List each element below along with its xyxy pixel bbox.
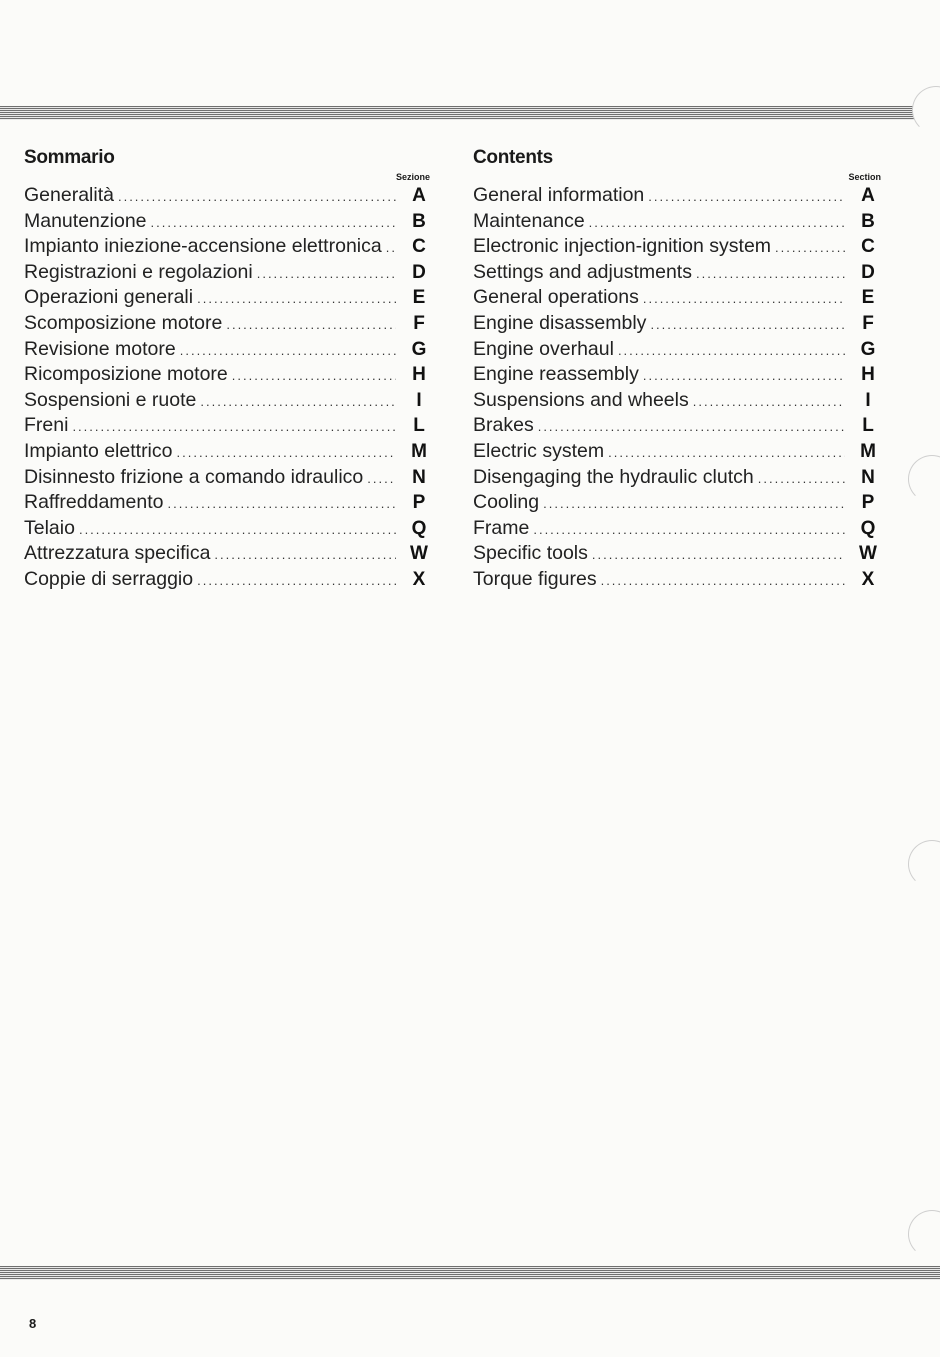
toc-entry-section-code: W — [859, 543, 877, 565]
leader-dots — [177, 440, 397, 466]
toc-entry-section-code: H — [412, 364, 426, 386]
toc-entry-label: Disinnesto frizione a comando idraulico — [24, 465, 364, 488]
toc-entry[interactable] — [24, 413, 436, 439]
leader-dots — [79, 517, 396, 543]
leader-dots — [232, 363, 396, 389]
toc-entry-label: Electric system — [473, 439, 605, 462]
toc-entry[interactable] — [24, 516, 436, 542]
leader-dots — [386, 235, 396, 261]
toc-entry-label: Engine overhaul — [473, 337, 614, 360]
toc-entry-section-code: G — [411, 338, 427, 360]
toc-entry-section-code: E — [412, 287, 426, 309]
toc-entry-label: Manutenzione — [24, 209, 147, 232]
toc-entry-section-code: M — [860, 440, 876, 462]
toc-entry-label: Raffreddamento — [24, 491, 164, 514]
toc-entry-label: Scomposizione motore — [24, 311, 223, 334]
leader-dots — [151, 210, 396, 236]
toc-entry-label: Freni — [24, 414, 69, 437]
leader-dots — [775, 235, 845, 261]
toc-entry-section-code: D — [412, 261, 426, 283]
leader-dots — [226, 312, 396, 338]
leader-dots — [696, 261, 845, 287]
leader-dots — [214, 542, 396, 568]
toc-entry-label: Frame — [473, 516, 530, 539]
leader-dots — [758, 466, 845, 492]
toc-entry[interactable] — [473, 362, 885, 388]
leader-dots — [533, 517, 845, 543]
toc-entry-label: Generalità — [24, 184, 114, 206]
toc-entry-section-code: Q — [860, 517, 876, 539]
toc-entry-label: Brakes — [473, 414, 534, 437]
toc-entry[interactable] — [473, 234, 885, 260]
toc-entry-section-code: A — [412, 185, 426, 206]
toc-entry[interactable] — [24, 260, 436, 286]
binder-hole — [912, 86, 940, 134]
leader-dots — [643, 286, 845, 312]
leader-dots — [118, 184, 396, 210]
toc-entry-section-code: N — [412, 466, 426, 488]
toc-entry-section-code: I — [416, 389, 422, 411]
leader-dots — [197, 286, 396, 312]
toc-entry-label: Cooling — [473, 491, 540, 514]
toc-entry-label: Telaio — [24, 516, 75, 539]
leader-dots — [367, 466, 396, 492]
toc-entry-label: General information — [473, 184, 645, 206]
toc-entry[interactable] — [24, 234, 436, 260]
toc-entry-section-code: X — [861, 568, 875, 590]
leader-dots — [543, 491, 845, 517]
top-rule — [0, 106, 940, 120]
toc-entry-label: General operations — [473, 286, 639, 309]
toc-entry[interactable] — [24, 337, 436, 363]
toc-entry-label: Attrezzatura specifica — [24, 542, 211, 565]
toc-entry-section-code: N — [861, 466, 875, 488]
toc-entry-section-code: F — [862, 312, 874, 334]
italian-toc-heading: Sommario — [24, 147, 115, 168]
toc-entry[interactable] — [473, 516, 885, 542]
toc-entry[interactable] — [473, 439, 885, 465]
toc-entry-section-code: C — [412, 236, 426, 258]
leader-dots — [72, 414, 396, 440]
leader-dots — [643, 363, 845, 389]
toc-entry-section-code: B — [861, 210, 875, 232]
leader-dots — [589, 210, 845, 236]
leader-dots — [197, 568, 396, 594]
toc-entry-label: Specific tools — [473, 542, 588, 565]
toc-entry-label: Settings and adjustments — [473, 260, 692, 283]
leader-dots — [200, 389, 396, 415]
toc-entry-section-code: P — [861, 492, 875, 514]
leader-dots — [650, 312, 845, 338]
toc-entry-section-code: A — [861, 185, 875, 206]
toc-entry[interactable] — [473, 388, 885, 414]
toc-entry-label: Sospensioni e ruote — [24, 388, 197, 411]
english-toc-list — [473, 183, 885, 593]
toc-entry-section-code: M — [411, 440, 427, 462]
toc-entry[interactable] — [24, 465, 436, 491]
toc-entry[interactable] — [24, 567, 436, 593]
toc-entry-section-code: C — [861, 236, 875, 258]
toc-entry-label: Ricomposizione motore — [24, 363, 228, 386]
toc-entry-label: Maintenance — [473, 209, 585, 232]
leader-dots — [538, 414, 845, 440]
toc-entry[interactable] — [473, 209, 885, 235]
toc-entry-section-code: Q — [411, 517, 427, 539]
toc-entry-label: Engine disassembly — [473, 311, 647, 334]
page-number: 8 — [29, 1316, 37, 1331]
toc-entry[interactable] — [24, 490, 436, 516]
toc-entry-section-code: X — [412, 568, 426, 590]
toc-entry[interactable] — [473, 183, 885, 209]
toc-entry-section-code: F — [413, 312, 425, 334]
toc-entry-label: Registrazioni e regolazioni — [24, 260, 253, 283]
english-toc — [473, 145, 885, 590]
leader-dots — [608, 440, 845, 466]
toc-entry[interactable] — [24, 183, 436, 209]
toc-entry[interactable] — [24, 285, 436, 311]
english-toc-heading: Contents — [473, 147, 553, 168]
leader-dots — [648, 184, 845, 210]
toc-entry-label: Electronic injection-ignition system — [473, 235, 772, 258]
toc-entry[interactable] — [473, 311, 885, 337]
toc-entry-section-code: W — [410, 543, 428, 565]
toc-entry-label: Operazioni generali — [24, 286, 194, 309]
toc-entry-section-code: I — [865, 389, 871, 411]
toc-entry[interactable] — [24, 362, 436, 388]
leader-dots — [618, 338, 845, 364]
italian-toc — [24, 145, 436, 590]
toc-entry-label: Revisione motore — [24, 337, 176, 360]
toc-entry-label: Coppie di serraggio — [24, 567, 194, 590]
italian-toc-list — [24, 183, 436, 593]
leader-dots — [167, 491, 396, 517]
leader-dots — [601, 568, 845, 594]
toc-entry-label: Disengaging the hydraulic clutch — [473, 465, 754, 488]
toc-entry-section-code: G — [860, 338, 876, 360]
toc-entry[interactable] — [24, 541, 436, 567]
toc-entry-label: Impianto iniezione-accensione elettronica — [24, 235, 382, 258]
binder-hole — [908, 840, 940, 888]
toc-entry-label: Torque figures — [473, 567, 597, 590]
toc-entry[interactable] — [473, 567, 885, 593]
english-section-column-label: Section — [848, 172, 881, 182]
binder-hole — [908, 1210, 940, 1258]
toc-entry[interactable] — [473, 413, 885, 439]
toc-entry-section-code: E — [861, 287, 875, 309]
toc-entry-section-code: P — [412, 492, 426, 514]
toc-entry-section-code: L — [862, 415, 874, 437]
toc-entry[interactable] — [473, 541, 885, 567]
toc-entry[interactable] — [24, 209, 436, 235]
toc-entry-section-code: D — [861, 261, 875, 283]
leader-dots — [180, 338, 396, 364]
toc-entry[interactable] — [473, 490, 885, 516]
toc-entry-label: Impianto elettrico — [24, 439, 173, 462]
leader-dots — [257, 261, 396, 287]
bottom-rule — [0, 1266, 940, 1280]
leader-dots — [693, 389, 845, 415]
toc-entry[interactable] — [473, 285, 885, 311]
toc-entry[interactable] — [24, 311, 436, 337]
toc-entry[interactable] — [473, 337, 885, 363]
toc-entry[interactable] — [24, 388, 436, 414]
toc-entry-section-code: B — [412, 210, 426, 232]
toc-entry-label: Suspensions and wheels — [473, 388, 689, 411]
binder-hole — [908, 455, 940, 503]
toc-entry-label: Engine reassembly — [473, 363, 639, 386]
toc-entry[interactable] — [473, 465, 885, 491]
toc-entry-section-code: L — [413, 415, 425, 437]
leader-dots — [592, 542, 845, 568]
toc-entry-section-code: H — [861, 364, 875, 386]
toc-entry[interactable] — [24, 439, 436, 465]
italian-section-column-label: Sezione — [395, 172, 430, 182]
toc-entry[interactable] — [473, 260, 885, 286]
